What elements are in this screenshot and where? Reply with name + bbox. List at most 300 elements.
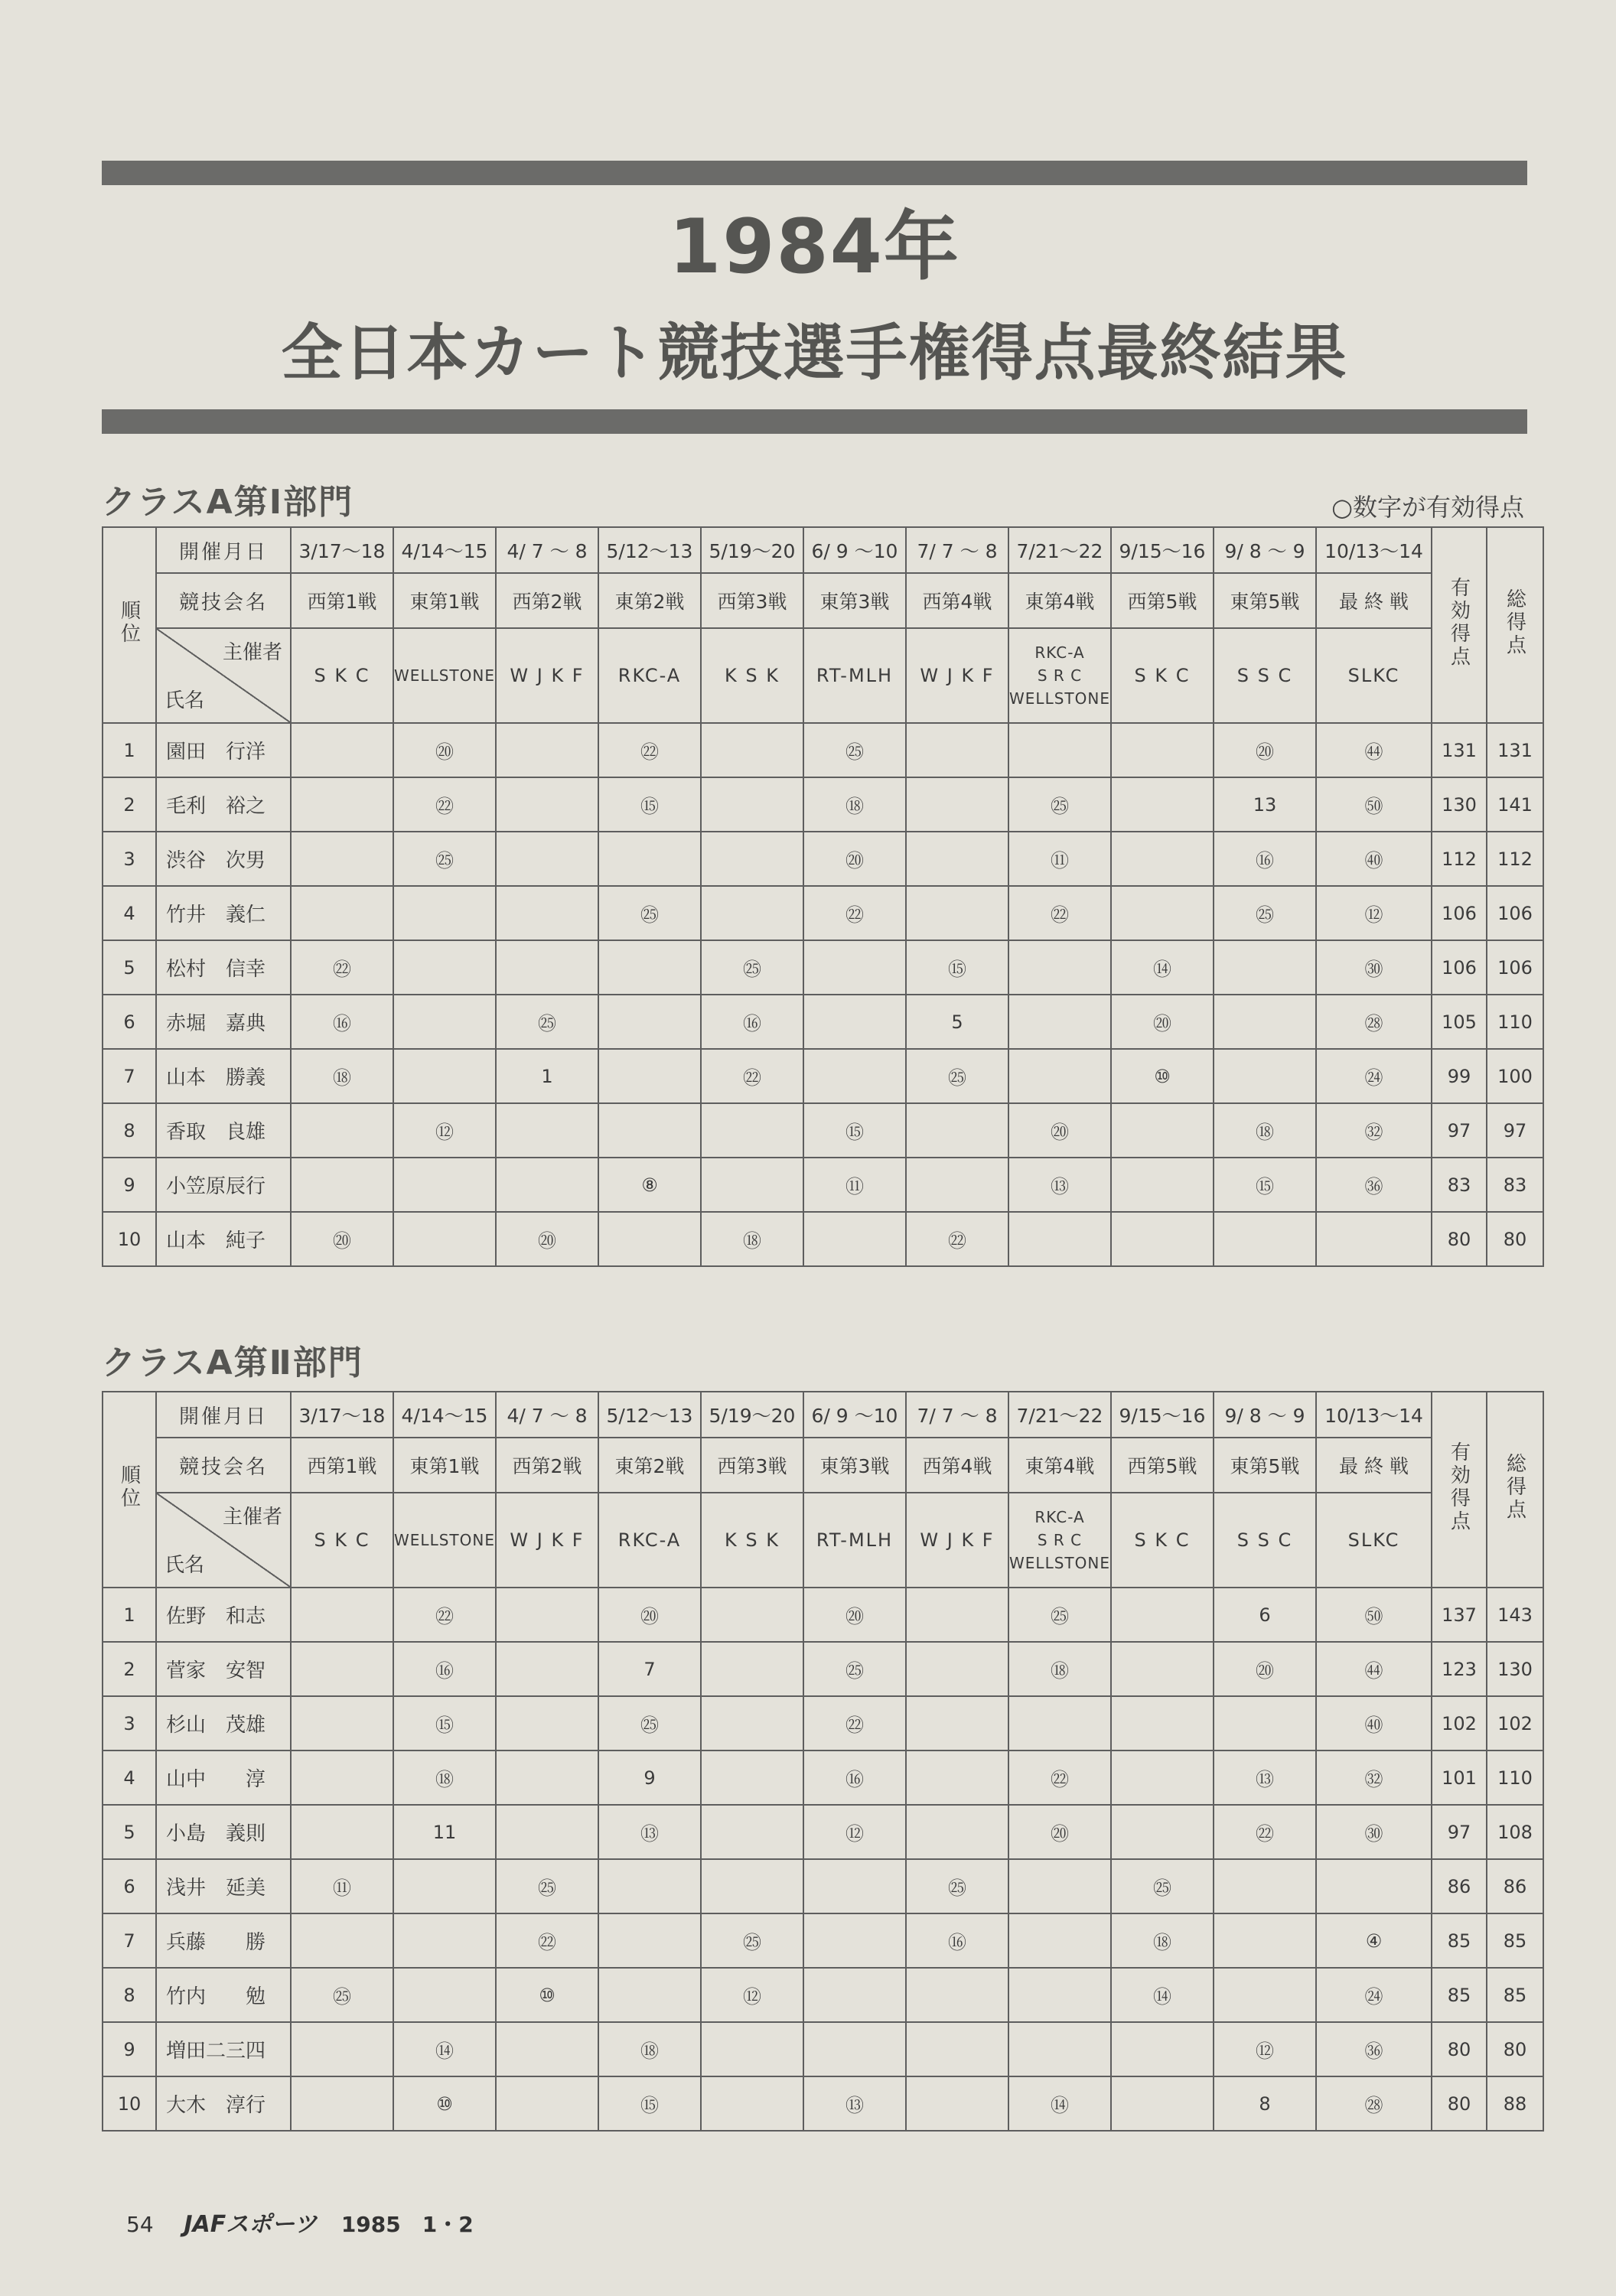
round-points: ⑯ bbox=[803, 1750, 906, 1805]
round-points bbox=[598, 995, 701, 1049]
round-points: 11 bbox=[393, 1805, 496, 1859]
event-date: 5/12～13 bbox=[598, 1392, 701, 1438]
round-points bbox=[598, 1859, 701, 1913]
event-name: 西第4戦 bbox=[906, 573, 1008, 628]
round-points: 8 bbox=[1214, 2076, 1316, 2131]
total-points: 97 bbox=[1487, 1103, 1543, 1158]
round-points: ④ bbox=[1316, 1913, 1432, 1968]
round-points: ⑮ bbox=[598, 2076, 701, 2131]
round-points: ⑬ bbox=[1214, 1750, 1316, 1805]
round-points bbox=[393, 1212, 496, 1266]
round-points bbox=[906, 1642, 1008, 1696]
round-points: ㊹ bbox=[1316, 723, 1432, 777]
result-row bbox=[103, 1642, 1543, 1696]
round-points bbox=[291, 2022, 393, 2076]
effective-points: 112 bbox=[1432, 832, 1487, 886]
event-organizer: WELLSTONE bbox=[393, 628, 496, 723]
event-organizer: S K C bbox=[291, 1493, 393, 1588]
round-points: ㉒ bbox=[906, 1212, 1008, 1266]
round-points bbox=[906, 1750, 1008, 1805]
driver-name: 山本 純子 bbox=[156, 1212, 291, 1266]
round-points: 7 bbox=[598, 1642, 701, 1696]
rank: 8 bbox=[103, 1103, 156, 1158]
round-points bbox=[701, 2076, 803, 2131]
event-date: 3/17～18 bbox=[291, 527, 393, 573]
round-points: ⑭ bbox=[1111, 1968, 1214, 2022]
event-name: 西第3戦 bbox=[701, 1438, 803, 1493]
total-points: 85 bbox=[1487, 1968, 1543, 2022]
result-row bbox=[103, 1805, 1543, 1859]
round-points: ㉕ bbox=[291, 1968, 393, 2022]
round-points: ㉘ bbox=[1316, 2076, 1432, 2131]
round-points: ㉕ bbox=[598, 1696, 701, 1750]
round-points: ㉕ bbox=[1111, 1859, 1214, 1913]
round-points: ⑯ bbox=[906, 1913, 1008, 1968]
round-points bbox=[1111, 1750, 1214, 1805]
organizer-name-header bbox=[156, 1493, 291, 1588]
round-points bbox=[291, 832, 393, 886]
round-points: ㊵ bbox=[1316, 1696, 1432, 1750]
round-points: ⑱ bbox=[291, 1049, 393, 1103]
round-points bbox=[291, 886, 393, 940]
round-points bbox=[1008, 1968, 1111, 2022]
effective-points: 106 bbox=[1432, 940, 1487, 995]
round-points: ㊿ bbox=[1316, 1588, 1432, 1642]
effective-points: 83 bbox=[1432, 1158, 1487, 1212]
total-points: 110 bbox=[1487, 995, 1543, 1049]
round-points: ⑭ bbox=[1008, 2076, 1111, 2131]
round-points bbox=[496, 1588, 598, 1642]
round-points bbox=[496, 1805, 598, 1859]
round-points: ㉒ bbox=[803, 886, 906, 940]
driver-name: 増田二三四 bbox=[156, 2022, 291, 2076]
round-points: ⑳ bbox=[803, 1588, 906, 1642]
round-points: ㊱ bbox=[1316, 2022, 1432, 2076]
round-points: ⑳ bbox=[1008, 1103, 1111, 1158]
event-organizer: RKC-A S R C WELLSTONE bbox=[1008, 1493, 1111, 1588]
total-points: 130 bbox=[1487, 1642, 1543, 1696]
round-points bbox=[393, 1913, 496, 1968]
round-points bbox=[1008, 940, 1111, 995]
round-points: ⑳ bbox=[1008, 1805, 1111, 1859]
total-points: 143 bbox=[1487, 1588, 1543, 1642]
round-points: ㉔ bbox=[1316, 1968, 1432, 2022]
round-points bbox=[701, 2022, 803, 2076]
round-points: ㉕ bbox=[1214, 886, 1316, 940]
event-name: 東第2戦 bbox=[598, 573, 701, 628]
rank: 4 bbox=[103, 1750, 156, 1805]
magazine-name: JAFスポーツ bbox=[184, 2211, 318, 2238]
round-points bbox=[291, 723, 393, 777]
round-points bbox=[1214, 1696, 1316, 1750]
event-date: 5/19～20 bbox=[701, 1392, 803, 1438]
event-date: 9/15～16 bbox=[1111, 1392, 1214, 1438]
rank: 5 bbox=[103, 1805, 156, 1859]
round-points bbox=[803, 1913, 906, 1968]
round-points bbox=[1214, 1859, 1316, 1913]
round-points: ⑪ bbox=[291, 1859, 393, 1913]
round-points bbox=[393, 1049, 496, 1103]
round-points: ⑱ bbox=[701, 1212, 803, 1266]
round-points bbox=[1214, 1212, 1316, 1266]
rank: 6 bbox=[103, 995, 156, 1049]
round-points bbox=[701, 1696, 803, 1750]
round-points bbox=[1008, 1859, 1111, 1913]
rank: 10 bbox=[103, 2076, 156, 2131]
event-date: 9/ 8 ～ 9 bbox=[1214, 527, 1316, 573]
round-points bbox=[598, 1049, 701, 1103]
round-points: ⑱ bbox=[1111, 1913, 1214, 1968]
event-organizer: RKC-A bbox=[598, 628, 701, 723]
event-date: 3/17～18 bbox=[291, 1392, 393, 1438]
total-points: 131 bbox=[1487, 723, 1543, 777]
total-points-header: 総得点 bbox=[1487, 1392, 1543, 1588]
page-title: 全日本カート競技選手権得点最終結果 bbox=[281, 318, 1348, 389]
effective-points: 97 bbox=[1432, 1103, 1487, 1158]
round-points bbox=[291, 1696, 393, 1750]
round-points bbox=[598, 1968, 701, 2022]
event-date: 7/ 7 ～ 8 bbox=[906, 527, 1008, 573]
round-points: ⑮ bbox=[906, 940, 1008, 995]
event-date: 7/21～22 bbox=[1008, 527, 1111, 573]
event-name: 西第1戦 bbox=[291, 1438, 393, 1493]
event-name: 東第3戦 bbox=[803, 1438, 906, 1493]
driver-name: 兵藤 勝 bbox=[156, 1913, 291, 1968]
round-points bbox=[803, 1859, 906, 1913]
round-points bbox=[701, 886, 803, 940]
event-name: 東第3戦 bbox=[803, 573, 906, 628]
round-points bbox=[393, 1968, 496, 2022]
round-points: ㉘ bbox=[1316, 995, 1432, 1049]
effective-points: 101 bbox=[1432, 1750, 1487, 1805]
round-points bbox=[906, 723, 1008, 777]
round-points: ⑱ bbox=[1214, 1103, 1316, 1158]
event-organizer: W J K F bbox=[906, 628, 1008, 723]
rank: 7 bbox=[103, 1913, 156, 1968]
driver-name: 園田 行洋 bbox=[156, 723, 291, 777]
result-row bbox=[103, 2076, 1543, 2131]
round-points bbox=[1111, 1642, 1214, 1696]
round-points bbox=[598, 1913, 701, 1968]
result-row bbox=[103, 1913, 1543, 1968]
title-bottom-rule bbox=[102, 409, 1527, 434]
rank: 1 bbox=[103, 723, 156, 777]
round-points bbox=[1214, 995, 1316, 1049]
driver-name: 竹井 義仁 bbox=[156, 886, 291, 940]
event-organizer: RKC-A bbox=[598, 1493, 701, 1588]
round-points bbox=[906, 832, 1008, 886]
round-points: ㊱ bbox=[1316, 1158, 1432, 1212]
legend-note: ○数字が有効得点 bbox=[1331, 493, 1524, 522]
round-points bbox=[803, 1968, 906, 2022]
round-points bbox=[393, 995, 496, 1049]
event-organizer: S S C bbox=[1214, 628, 1316, 723]
round-points bbox=[1008, 1913, 1111, 1968]
round-points bbox=[496, 886, 598, 940]
driver-name: 赤堀 嘉典 bbox=[156, 995, 291, 1049]
event-header: 競技会名 bbox=[156, 1438, 291, 1493]
effective-points: 86 bbox=[1432, 1859, 1487, 1913]
event-date: 7/ 7 ～ 8 bbox=[906, 1392, 1008, 1438]
round-points bbox=[1111, 1588, 1214, 1642]
round-points bbox=[1214, 940, 1316, 995]
round-points bbox=[1111, 1696, 1214, 1750]
effective-points: 80 bbox=[1432, 2076, 1487, 2131]
round-points bbox=[701, 1642, 803, 1696]
round-points bbox=[906, 1158, 1008, 1212]
round-points: ⑳ bbox=[1111, 995, 1214, 1049]
rank: 7 bbox=[103, 1049, 156, 1103]
round-points: ⑮ bbox=[803, 1103, 906, 1158]
round-points: ㉒ bbox=[598, 723, 701, 777]
results-table-class-a-2 bbox=[102, 1391, 1544, 2132]
round-points bbox=[1214, 1049, 1316, 1103]
round-points: ⑱ bbox=[1008, 1642, 1111, 1696]
driver-name: 小笠原辰行 bbox=[156, 1158, 291, 1212]
driver-name: 菅家 安智 bbox=[156, 1642, 291, 1696]
round-points: ㉒ bbox=[291, 940, 393, 995]
round-points: ㉔ bbox=[1316, 1049, 1432, 1103]
round-points: ㉒ bbox=[701, 1049, 803, 1103]
effective-points: 80 bbox=[1432, 1212, 1487, 1266]
date-header: 開催月日 bbox=[156, 1392, 291, 1438]
effective-points: 137 bbox=[1432, 1588, 1487, 1642]
driver-name: 佐野 和志 bbox=[156, 1588, 291, 1642]
round-points: ⑱ bbox=[598, 2022, 701, 2076]
name-header: 氏名 bbox=[165, 1554, 205, 1577]
round-points: ㉕ bbox=[496, 1859, 598, 1913]
total-points: 108 bbox=[1487, 1805, 1543, 1859]
event-name: 西第3戦 bbox=[701, 573, 803, 628]
round-points bbox=[291, 2076, 393, 2131]
round-points: ㉚ bbox=[1316, 1805, 1432, 1859]
round-points: ⑬ bbox=[598, 1805, 701, 1859]
round-points: ㉒ bbox=[1008, 1750, 1111, 1805]
rank-header: 順位 bbox=[103, 527, 156, 723]
event-organizer: S K C bbox=[291, 628, 393, 723]
event-name: 西第1戦 bbox=[291, 573, 393, 628]
round-points bbox=[496, 832, 598, 886]
round-points bbox=[496, 1750, 598, 1805]
rank-header: 順位 bbox=[103, 1392, 156, 1588]
round-points bbox=[291, 1642, 393, 1696]
round-points: ⑳ bbox=[393, 723, 496, 777]
round-points bbox=[1316, 1859, 1432, 1913]
effective-points: 85 bbox=[1432, 1913, 1487, 1968]
event-organizer: W J K F bbox=[496, 1493, 598, 1588]
round-points bbox=[906, 1696, 1008, 1750]
event-name: 西第5戦 bbox=[1111, 1438, 1214, 1493]
round-points: ㉕ bbox=[906, 1049, 1008, 1103]
round-points: ㉕ bbox=[803, 1642, 906, 1696]
rank: 2 bbox=[103, 777, 156, 832]
event-organizer: W J K F bbox=[496, 628, 598, 723]
round-points bbox=[393, 940, 496, 995]
round-points bbox=[906, 2076, 1008, 2131]
round-points: ㉒ bbox=[803, 1696, 906, 1750]
result-row bbox=[103, 995, 1543, 1049]
round-points bbox=[701, 832, 803, 886]
round-points bbox=[1111, 886, 1214, 940]
page-footer bbox=[126, 2205, 474, 2239]
organizer-header: 主催者 bbox=[222, 641, 282, 664]
round-points bbox=[1111, 1805, 1214, 1859]
round-points bbox=[1214, 1968, 1316, 2022]
result-row bbox=[103, 1588, 1543, 1642]
round-points: ㉜ bbox=[1316, 1750, 1432, 1805]
round-points: ⑩ bbox=[1111, 1049, 1214, 1103]
round-points bbox=[496, 940, 598, 995]
round-points: ⑳ bbox=[803, 832, 906, 886]
event-date: 6/ 9 ～10 bbox=[803, 527, 906, 573]
page-title-year: 1984年 bbox=[669, 204, 960, 291]
round-points bbox=[701, 1588, 803, 1642]
event-date: 4/14～15 bbox=[393, 527, 496, 573]
event-organizer: RKC-A S R C WELLSTONE bbox=[1008, 628, 1111, 723]
round-points bbox=[1111, 2022, 1214, 2076]
round-points bbox=[598, 1212, 701, 1266]
round-points bbox=[1008, 2022, 1111, 2076]
round-points: ⑬ bbox=[803, 2076, 906, 2131]
event-name: 東第4戦 bbox=[1008, 1438, 1111, 1493]
round-points: 13 bbox=[1214, 777, 1316, 832]
round-points bbox=[496, 1642, 598, 1696]
event-name: 東第5戦 bbox=[1214, 1438, 1316, 1493]
date-header: 開催月日 bbox=[156, 527, 291, 573]
page-number: 54 bbox=[126, 2212, 154, 2237]
driver-name: 山本 勝義 bbox=[156, 1049, 291, 1103]
round-points bbox=[906, 1103, 1008, 1158]
result-row bbox=[103, 1859, 1543, 1913]
result-row bbox=[103, 777, 1543, 832]
round-points bbox=[701, 1158, 803, 1212]
event-date: 9/15～16 bbox=[1111, 527, 1214, 573]
result-row bbox=[103, 1696, 1543, 1750]
round-points: 1 bbox=[496, 1049, 598, 1103]
result-row bbox=[103, 1968, 1543, 2022]
round-points: ㉕ bbox=[598, 886, 701, 940]
effective-points-header: 有効得点 bbox=[1432, 527, 1487, 723]
effective-points: 123 bbox=[1432, 1642, 1487, 1696]
organizer-name-header bbox=[156, 628, 291, 723]
round-points: ㉕ bbox=[701, 1913, 803, 1968]
round-points bbox=[906, 1805, 1008, 1859]
round-points: ⑯ bbox=[701, 995, 803, 1049]
round-points: ⑯ bbox=[1214, 832, 1316, 886]
round-points bbox=[496, 1696, 598, 1750]
total-points: 100 bbox=[1487, 1049, 1543, 1103]
round-points: ⑱ bbox=[803, 777, 906, 832]
event-organizer: RT-MLH bbox=[803, 628, 906, 723]
section-title-class-a-2: クラスA第Ⅱ部門 bbox=[102, 1343, 363, 1382]
event-name: 最 終 戦 bbox=[1316, 573, 1432, 628]
round-points: ㊿ bbox=[1316, 777, 1432, 832]
round-points: ⑱ bbox=[393, 1750, 496, 1805]
round-points bbox=[291, 1103, 393, 1158]
event-organizer: S K C bbox=[1111, 628, 1214, 723]
round-points: ㉚ bbox=[1316, 940, 1432, 995]
round-points bbox=[803, 1212, 906, 1266]
round-points bbox=[701, 1103, 803, 1158]
round-points: ㉒ bbox=[1214, 1805, 1316, 1859]
round-points bbox=[1111, 777, 1214, 832]
name-header: 氏名 bbox=[165, 689, 205, 712]
event-name: 東第5戦 bbox=[1214, 573, 1316, 628]
round-points bbox=[1008, 1212, 1111, 1266]
rank: 2 bbox=[103, 1642, 156, 1696]
total-points: 106 bbox=[1487, 940, 1543, 995]
round-points bbox=[803, 1049, 906, 1103]
round-points bbox=[701, 1805, 803, 1859]
effective-points: 97 bbox=[1432, 1805, 1487, 1859]
round-points: ㊵ bbox=[1316, 832, 1432, 886]
round-points bbox=[701, 723, 803, 777]
issue-date: 1985 1・2 bbox=[340, 2212, 474, 2237]
round-points: 9 bbox=[598, 1750, 701, 1805]
round-points bbox=[701, 1859, 803, 1913]
event-name: 西第2戦 bbox=[496, 573, 598, 628]
event-date: 7/21～22 bbox=[1008, 1392, 1111, 1438]
event-name: 東第4戦 bbox=[1008, 573, 1111, 628]
driver-name: 松村 信幸 bbox=[156, 940, 291, 995]
event-organizer: RT-MLH bbox=[803, 1493, 906, 1588]
round-points bbox=[598, 832, 701, 886]
round-points bbox=[291, 1750, 393, 1805]
rank: 9 bbox=[103, 1158, 156, 1212]
rank: 4 bbox=[103, 886, 156, 940]
event-name: 最 終 戦 bbox=[1316, 1438, 1432, 1493]
round-points bbox=[598, 940, 701, 995]
driver-name: 竹内 勉 bbox=[156, 1968, 291, 2022]
round-points bbox=[1111, 832, 1214, 886]
total-points: 80 bbox=[1487, 1212, 1543, 1266]
event-organizer: S S C bbox=[1214, 1493, 1316, 1588]
round-points bbox=[393, 886, 496, 940]
round-points: ㉒ bbox=[1008, 886, 1111, 940]
round-points: ⑯ bbox=[393, 1642, 496, 1696]
driver-name: 大木 淳行 bbox=[156, 2076, 291, 2131]
round-points: ⑮ bbox=[598, 777, 701, 832]
round-points bbox=[1111, 2076, 1214, 2131]
round-points bbox=[291, 1158, 393, 1212]
rank: 3 bbox=[103, 832, 156, 886]
total-points-header: 総得点 bbox=[1487, 527, 1543, 723]
result-row bbox=[103, 1103, 1543, 1158]
round-points: ⑳ bbox=[291, 1212, 393, 1266]
round-points bbox=[393, 1859, 496, 1913]
rank: 3 bbox=[103, 1696, 156, 1750]
result-row bbox=[103, 2022, 1543, 2076]
event-header: 競技会名 bbox=[156, 573, 291, 628]
rank: 1 bbox=[103, 1588, 156, 1642]
rank: 6 bbox=[103, 1859, 156, 1913]
round-points: ⑧ bbox=[598, 1158, 701, 1212]
round-points bbox=[906, 1588, 1008, 1642]
rank: 5 bbox=[103, 940, 156, 995]
round-points bbox=[906, 777, 1008, 832]
driver-name: 香取 良雄 bbox=[156, 1103, 291, 1158]
title-top-rule bbox=[102, 161, 1527, 185]
round-points: ㉕ bbox=[496, 995, 598, 1049]
round-points bbox=[1111, 1212, 1214, 1266]
rank: 8 bbox=[103, 1968, 156, 2022]
round-points: ㉕ bbox=[1008, 1588, 1111, 1642]
event-name: 西第2戦 bbox=[496, 1438, 598, 1493]
round-points bbox=[1316, 1212, 1432, 1266]
round-points: ㉜ bbox=[1316, 1103, 1432, 1158]
round-points: ⑪ bbox=[1008, 832, 1111, 886]
round-points bbox=[906, 2022, 1008, 2076]
